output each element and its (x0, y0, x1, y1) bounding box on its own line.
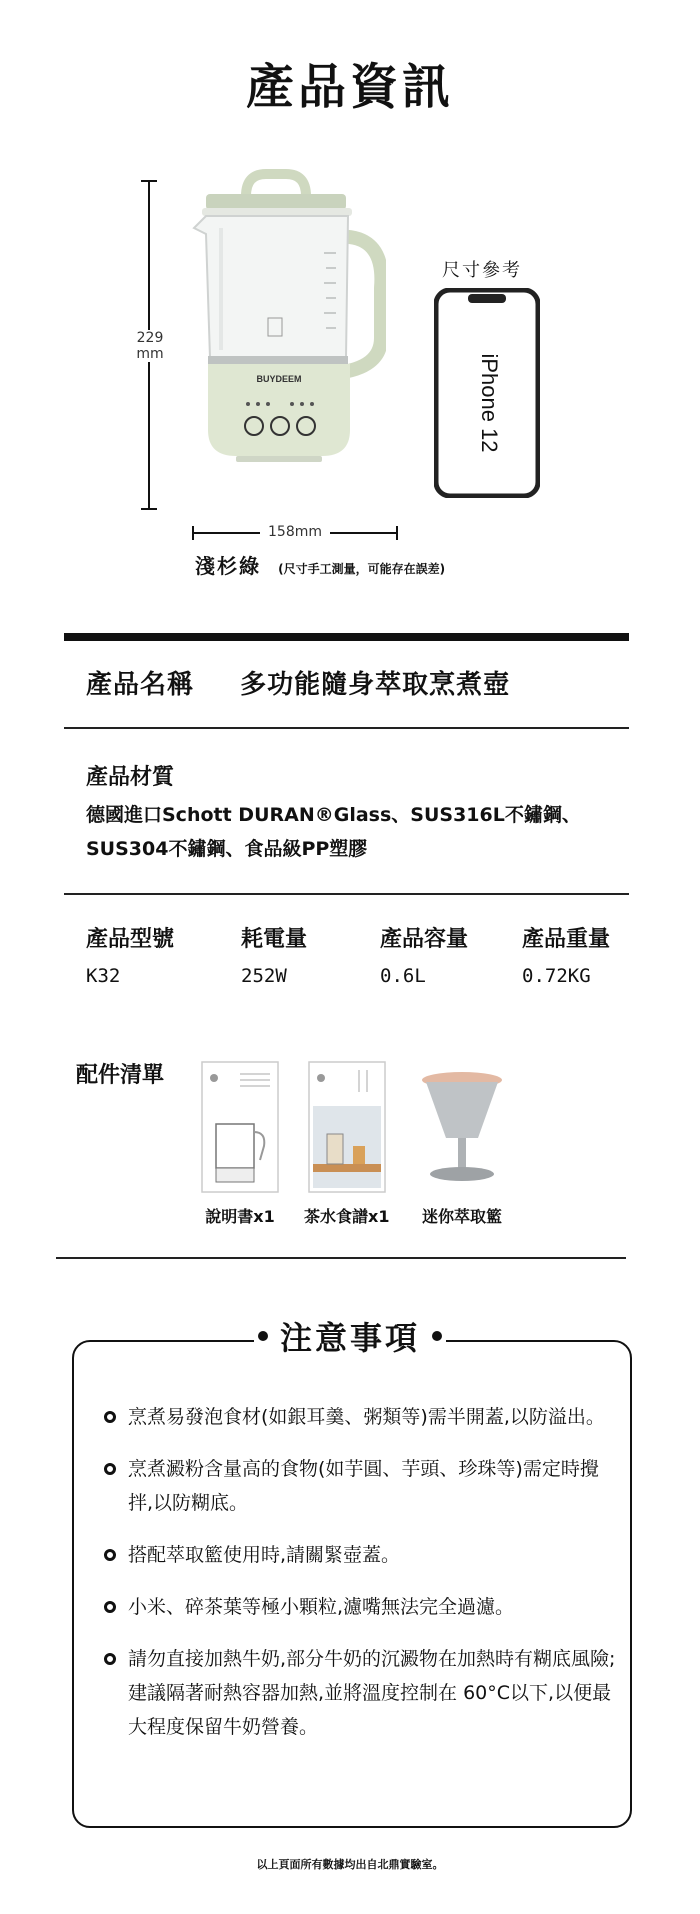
color-note: (尺寸手工測量，可能存在誤差) (278, 562, 446, 576)
spec-grid (86, 922, 626, 992)
accessory-basket (418, 1060, 506, 1227)
material-label: 產品材質 (86, 765, 175, 790)
accessory-basket-label: 迷你萃取籃 (421, 1207, 502, 1226)
spec-weight: 產品重量 0.72KG (522, 927, 611, 987)
spec-model: 產品型號 K32 (86, 927, 175, 987)
size-reference-label: 尺寸參考 (442, 260, 522, 281)
product-name-label: 產品名稱 (86, 670, 195, 700)
notice-title: 注意事項 (254, 1313, 446, 1359)
basket-image (418, 1060, 506, 1194)
material-value: 德國進口Schott DURAN®Glass、SUS316L不鏽鋼、 SUS304不鏽鋼、食品級PP塑膠 (86, 804, 581, 860)
divider (64, 893, 629, 895)
accessory-manual-label: 說明書x1 (205, 1207, 275, 1226)
list-item: 烹煮易發泡食材(如銀耳羹、粥類等)需半開蓋,以防溢出。 (104, 1400, 616, 1434)
accessory-manual (200, 1060, 280, 1227)
recipe-image (307, 1060, 387, 1194)
divider (64, 727, 629, 729)
product-name-row (86, 664, 510, 701)
product-figure (120, 160, 600, 580)
list-item: 小米、碎茶葉等極小顆粒,濾嘴無法完全過濾。 (104, 1590, 616, 1624)
list-item: 烹煮澱粉含量高的食物(如芋圓、芋頭、珍珠等)需定時攪拌,以防糊底。 (104, 1452, 616, 1520)
manual-image (200, 1060, 280, 1194)
accessory-recipe (304, 1060, 389, 1227)
bullet-icon (104, 1463, 116, 1475)
table-top-rule (64, 633, 629, 641)
phone-model-text: iPhone 12 (477, 353, 502, 453)
height-dimension-label: 229 mm (120, 330, 180, 362)
accessory-recipe-label: 茶水食譜x1 (304, 1207, 390, 1226)
list-item: 搭配萃取籃使用時,請關緊壺蓋。 (104, 1538, 616, 1572)
footer-note: 以上頁面所有數據均出自北鼎實驗室。 (256, 1858, 444, 1871)
product-name-value: 多功能隨身萃取烹煮壺 (240, 670, 511, 700)
bullet-icon (104, 1601, 116, 1613)
bullet-icon (104, 1549, 116, 1561)
spec-power: 耗電量 252W (241, 927, 308, 987)
width-dimension-label: 158mm (260, 524, 330, 540)
divider (56, 1257, 626, 1259)
bullet-icon (104, 1411, 116, 1423)
accessories-title: 配件清單 (76, 1063, 165, 1088)
kettle-image (176, 168, 386, 508)
svg-text:BUYDEEM: BUYDEEM (256, 374, 302, 384)
spec-capacity: 產品容量 0.6L (380, 927, 469, 987)
notice-list (104, 1400, 616, 1762)
color-row (195, 550, 445, 579)
list-item: 請勿直接加熱牛奶,部分牛奶的沉澱物在加熱時有糊底風險;建議隔著耐熱容器加熱,並將溫度控制在 60°C以下,以便最大程度保留牛奶營養。 (104, 1642, 616, 1744)
page-title: 產品資訊 (245, 59, 454, 115)
bullet-icon (104, 1653, 116, 1665)
color-name: 淺杉綠 (195, 554, 261, 578)
